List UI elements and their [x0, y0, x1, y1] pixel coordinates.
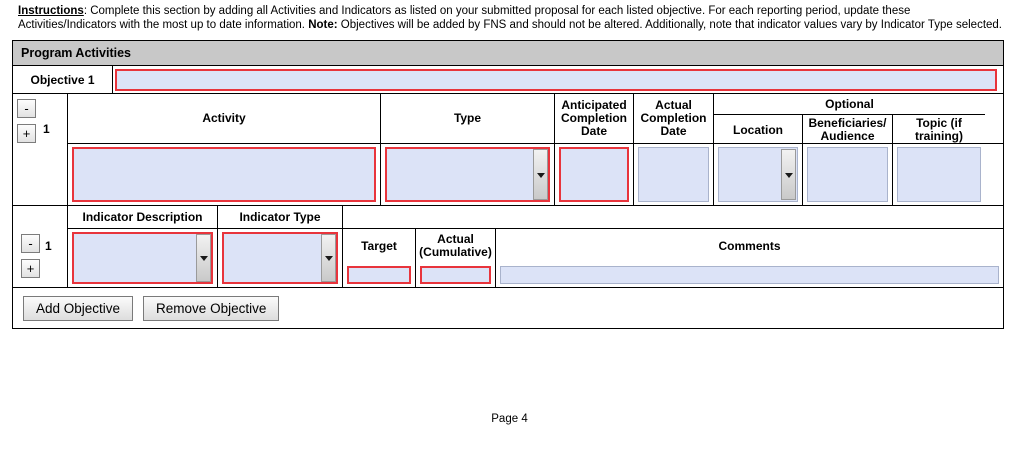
activity-table	[68, 94, 1003, 205]
col-actual-line2: (Cumulative)	[419, 245, 492, 259]
topic-input[interactable]	[897, 147, 981, 202]
activity-row-buttons	[13, 94, 43, 205]
indicator-header-spacer	[343, 206, 1003, 228]
remove-activity-row-button[interactable]: -	[17, 99, 36, 118]
col-optional-header: Optional	[714, 94, 985, 115]
beneficiaries-cell	[803, 144, 893, 205]
anticipated-date-cell	[555, 144, 634, 205]
target-cell	[343, 263, 416, 287]
add-indicator-row-button[interactable]: +	[21, 259, 40, 278]
col-indicator-description-header: Indicator Description	[68, 206, 218, 228]
activity-block	[13, 94, 1003, 206]
indicator-table	[68, 206, 1003, 287]
activity-row-controls	[13, 94, 68, 205]
indicator-block	[13, 206, 1003, 288]
col-type-header: Type	[381, 94, 555, 143]
type-select[interactable]	[385, 147, 550, 202]
objective-field-cell	[113, 66, 1003, 93]
target-input[interactable]	[347, 266, 411, 284]
actual-cumulative-input[interactable]	[420, 266, 491, 284]
chevron-down-icon[interactable]	[196, 234, 211, 282]
topic-cell	[893, 144, 985, 205]
location-select[interactable]	[718, 147, 798, 202]
remove-objective-button[interactable]: Remove Objective	[143, 296, 279, 321]
indicator-type-cell	[218, 229, 343, 287]
indicator-header-row	[68, 206, 1003, 229]
actual-date-cell	[634, 144, 714, 205]
add-objective-button[interactable]: Add Objective	[23, 296, 133, 321]
col-target-header: Target	[343, 229, 416, 263]
actual-cumulative-cell	[416, 263, 496, 287]
actual-completion-date-input[interactable]	[638, 147, 709, 202]
type-input-cell	[381, 144, 555, 205]
col-activity-header: Activity	[68, 94, 381, 143]
objective-input[interactable]	[115, 69, 997, 91]
comments-input[interactable]	[500, 266, 999, 284]
instructions-text	[18, 4, 1003, 32]
indicator-type-select[interactable]	[222, 232, 338, 284]
indicator-values-header	[343, 229, 1003, 263]
instructions-part2: Objectives will be added by FNS and should not be altered. Additionally, note that indicator values vary by Indicator Type selected.	[337, 19, 1002, 31]
col-indicator-type-header: Indicator Type	[218, 206, 343, 228]
activity-header-row	[68, 94, 1003, 144]
remove-indicator-row-button[interactable]: -	[21, 234, 40, 253]
instructions-part1: : Complete this section by adding all Activities and Indicators as listed on your submitted proposal for each listed objective. For each reporting period, update these Activities/Indicators with the most up to date information.	[18, 5, 911, 31]
type-input[interactable]	[385, 147, 550, 202]
section-title: Program Activities	[13, 41, 1003, 66]
activity-input-cell	[68, 144, 381, 205]
objective-row	[13, 66, 1003, 94]
activity-input[interactable]	[72, 147, 376, 202]
indicator-description-select[interactable]	[72, 232, 213, 284]
col-beneficiaries-header: Beneficiaries/ Audience	[803, 115, 893, 145]
objective-buttons-row	[13, 288, 1003, 328]
optional-subheaders	[714, 115, 985, 145]
anticipated-completion-date-input[interactable]	[559, 147, 629, 202]
activity-row-number: 1	[43, 122, 50, 136]
instructions-note-label: Note:	[308, 19, 338, 31]
indicator-values-body	[343, 263, 1003, 287]
page-footer: Page 4	[491, 413, 528, 425]
comments-cell	[496, 263, 1003, 287]
add-activity-row-button[interactable]: +	[17, 124, 36, 143]
indicator-description-input[interactable]	[72, 232, 213, 284]
indicator-row-controls	[13, 206, 68, 287]
indicator-values-group	[343, 229, 1003, 287]
col-actual-cumulative-header	[416, 229, 496, 263]
col-actual-line1: Actual	[437, 232, 474, 246]
indicator-row-buttons	[13, 206, 45, 287]
col-topic-header: Topic (if training)	[915, 116, 963, 143]
activity-body-row	[68, 144, 1003, 205]
col-comments-header: Comments	[718, 238, 781, 253]
col-location-header: Location	[714, 115, 803, 145]
col-anticipated-date-header: Anticipated Completion Date	[555, 94, 634, 143]
beneficiaries-audience-input[interactable]	[807, 147, 888, 202]
col-actual-date-header: Actual Completion Date	[634, 94, 714, 143]
objective-label: Objective 1	[13, 66, 113, 93]
chevron-down-icon[interactable]	[321, 234, 336, 282]
col-optional-group	[714, 94, 985, 143]
location-cell	[714, 144, 803, 205]
indicator-description-cell	[68, 229, 218, 287]
chevron-down-icon[interactable]	[533, 149, 548, 200]
chevron-down-icon[interactable]	[781, 149, 796, 200]
instructions-label: Instructions	[18, 5, 84, 17]
indicator-row-number: 1	[45, 239, 52, 253]
indicator-body-row	[68, 229, 1003, 287]
program-activities-form	[12, 40, 1004, 329]
